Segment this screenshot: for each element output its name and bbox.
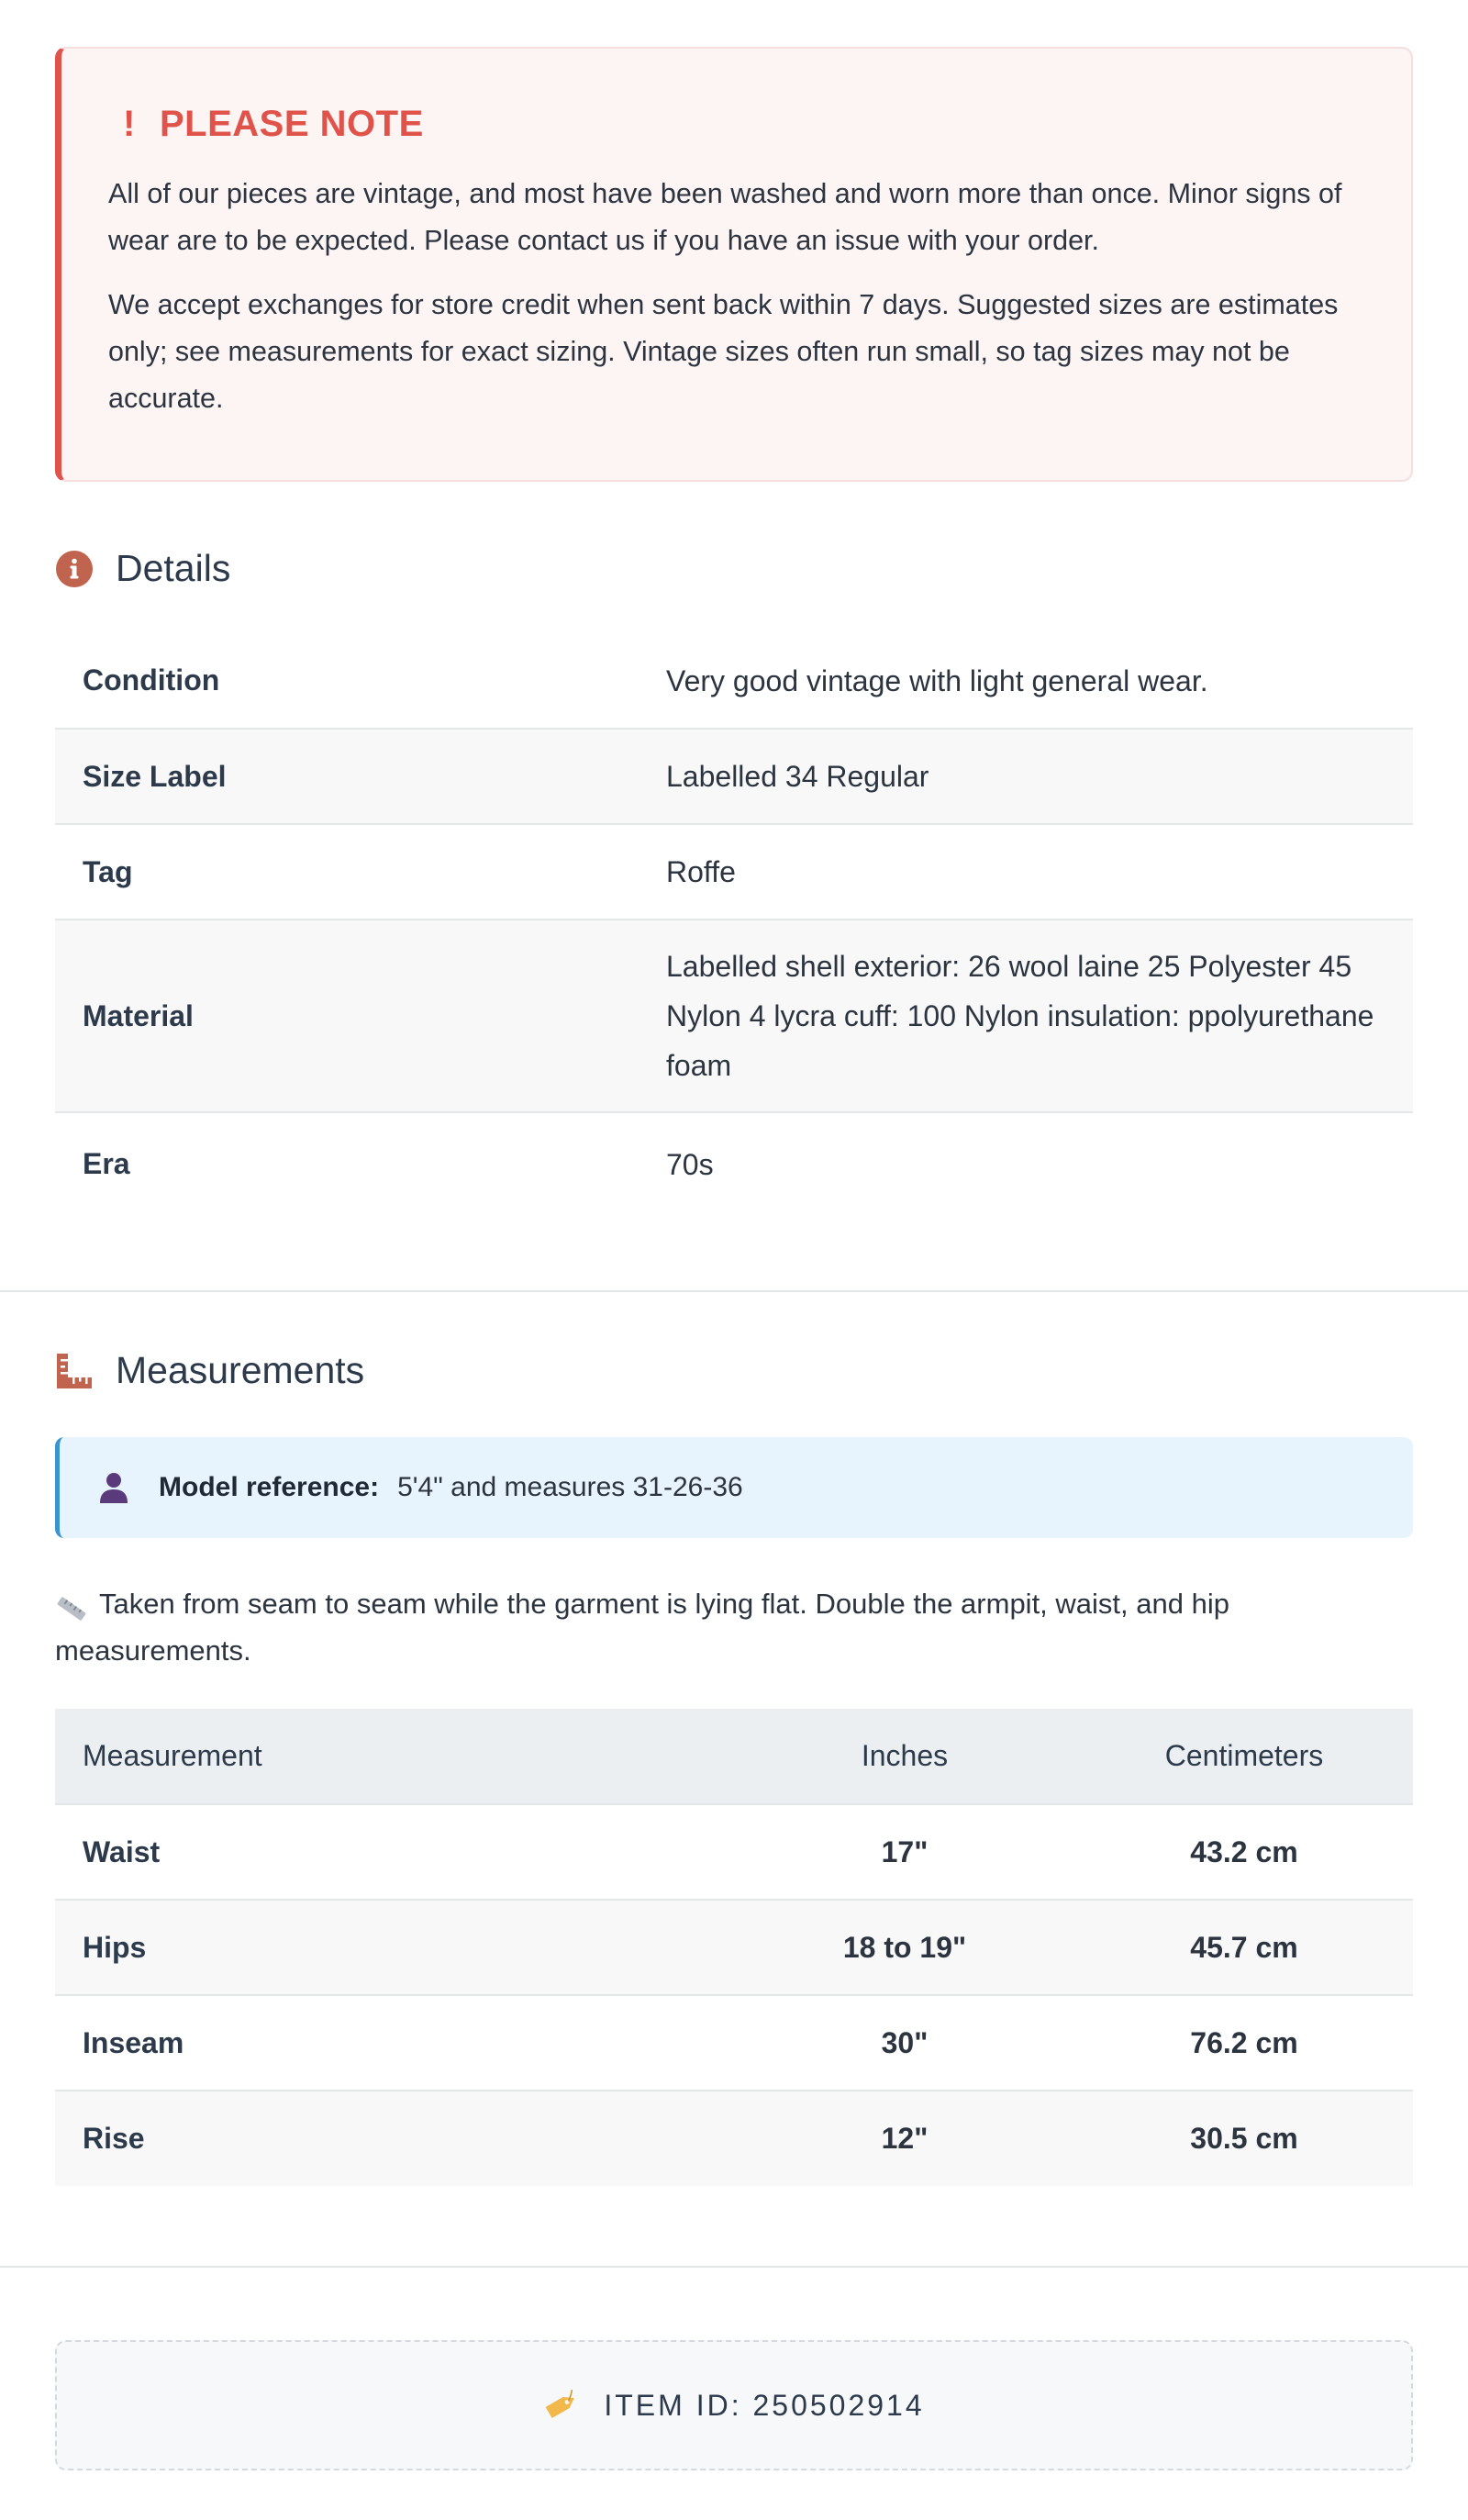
details-table [55, 633, 1413, 1215]
details-row [55, 729, 1413, 824]
details-row [55, 824, 1413, 920]
details-label: Condition [55, 633, 666, 729]
section-divider [0, 2266, 1468, 2268]
item-id: ITEM ID: 250502914 [604, 2388, 925, 2422]
table-row [55, 2091, 1413, 2186]
user-icon [96, 1470, 131, 1505]
measurement-inches: 17" [734, 1804, 1075, 1900]
column-header: Centimeters [1075, 1709, 1413, 1804]
ruler-icon [55, 1352, 94, 1390]
details-row [55, 920, 1413, 1112]
ruler-emoji-icon [55, 1589, 88, 1617]
details-value: Roffe [666, 824, 1413, 920]
measurement-cm: 76.2 cm [1075, 1995, 1413, 2091]
measurement-inches: 30" [734, 1995, 1075, 2091]
measurements-table [55, 1709, 1413, 2186]
notice-paragraph: All of our pieces are vintage, and most have been washed and worn more than once. Minor signs of wear are to be expected. Please contact us if you have an issue with your order. [108, 178, 1342, 256]
measurement-name: Rise [55, 2091, 734, 2186]
details-label: Size Label [55, 729, 666, 824]
measurement-cm: 45.7 cm [1075, 1900, 1413, 1995]
details-header [55, 547, 230, 590]
details-row [55, 633, 1413, 729]
notice-paragraph: We accept exchanges for store credit when sent back within 7 days. Suggested sizes are estimates only; see measurements for exact sizing. Vintage sizes often run small, so tag sizes may not be accurate. [108, 289, 1339, 414]
table-row [55, 1995, 1413, 2091]
measurement-note-text: Taken from seam to seam while the garment is lying flat. Double the armpit, waist, and hip measurements. [55, 1588, 1229, 1667]
details-label: Material [55, 920, 666, 1112]
measurement-inches: 18 to 19" [734, 1900, 1075, 1995]
notice-box [55, 47, 1413, 482]
details-label: Tag [55, 824, 666, 920]
table-row [55, 1900, 1413, 1995]
item-id-box [55, 2340, 1413, 2470]
table-row [55, 1804, 1413, 1900]
notice-title: PLEASE NOTE [160, 103, 424, 144]
measurement-note [55, 1580, 1358, 1674]
measurement-name: Waist [55, 1804, 734, 1900]
model-reference-box [55, 1437, 1413, 1538]
details-value: Labelled 34 Regular [666, 729, 1413, 824]
details-value: Labelled shell exterior: 26 wool laine 25 Polyester 45 Nylon 4 lycra cuff: 100 Nylon insulation: ppolyurethane foam [666, 920, 1413, 1112]
measurement-cm: 30.5 cm [1075, 2091, 1413, 2186]
column-header: Inches [734, 1709, 1075, 1804]
model-reference-label: Model reference: [159, 1472, 380, 1502]
details-value: Very good vintage with light general wear. [666, 633, 1413, 729]
measurement-cm: 43.2 cm [1075, 1804, 1413, 1900]
measurement-inches: 12" [734, 2091, 1075, 2186]
exclamation-icon: ! [123, 104, 136, 144]
details-row [55, 1112, 1413, 1215]
measurements-header [55, 1349, 364, 1392]
column-header: Measurement [55, 1709, 734, 1804]
measurement-name: Inseam [55, 1995, 734, 2091]
details-title: Details [116, 547, 231, 589]
section-divider [0, 1290, 1468, 1292]
details-value: 70s [666, 1147, 714, 1181]
model-reference-value: 5'4" and measures 31-26-36 [397, 1472, 743, 1502]
measurements-title: Measurements [116, 1349, 365, 1391]
measurement-name: Hips [55, 1900, 734, 1995]
tag-icon [543, 2389, 580, 2422]
info-circle-icon [55, 550, 94, 588]
measurements-header-row [55, 1709, 1413, 1804]
details-label: Era [83, 1147, 130, 1180]
notice-header [108, 103, 1365, 145]
